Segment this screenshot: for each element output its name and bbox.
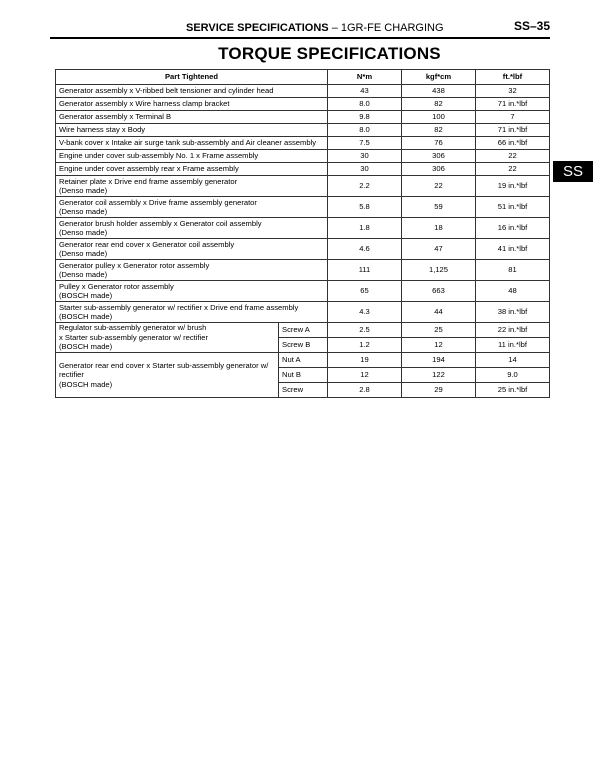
part-text-line: x Starter sub-assembly generator w/ rectifier xyxy=(59,332,208,342)
part-text-line: (Denso made) xyxy=(59,228,108,237)
nm-value: 19 xyxy=(328,353,402,368)
kgf-value: 438 xyxy=(402,85,476,98)
part-cell xyxy=(56,302,328,323)
nm-value: 2.5 xyxy=(328,323,402,338)
part-text-line: Generator assembly x V-ribbed belt tensioner and cylinder head xyxy=(59,86,274,96)
table-row xyxy=(56,239,550,260)
part-text-line: Engine under cover assembly rear x Frame assembly xyxy=(59,164,239,174)
ftlbf-value: 22 xyxy=(476,150,550,163)
table-row xyxy=(56,197,550,218)
part-cell xyxy=(56,137,328,150)
part-text-line: Generator rear end cover x Generator coil assembly xyxy=(59,239,235,249)
nm-value: 5.8 xyxy=(328,197,402,218)
kgf-value: 1,125 xyxy=(402,260,476,281)
part-text-line: rectifier xyxy=(59,370,84,380)
table-row xyxy=(56,85,550,98)
page-number: SS–35 xyxy=(513,19,550,33)
ftlbf-value: 66 in.*lbf xyxy=(476,137,550,150)
fastener-label: Screw B xyxy=(279,338,328,353)
part-cell xyxy=(56,281,328,302)
part-text-line: Pulley x Generator rotor assembly xyxy=(59,281,174,291)
ftlbf-value: 32 xyxy=(476,85,550,98)
kgf-value: 306 xyxy=(402,150,476,163)
table-row xyxy=(56,281,550,302)
nm-value: 43 xyxy=(328,85,402,98)
table-row xyxy=(56,163,550,176)
ftlbf-value: 7 xyxy=(476,111,550,124)
nm-value: 8.0 xyxy=(328,98,402,111)
table-row xyxy=(56,111,550,124)
kgf-value: 76 xyxy=(402,137,476,150)
col-header-part: Part Tightened xyxy=(56,70,328,85)
part-cell xyxy=(56,197,328,218)
part-cell xyxy=(56,124,328,137)
col-header-ft: ft.*lbf xyxy=(476,70,550,85)
part-cell xyxy=(56,239,328,260)
table-row xyxy=(56,323,550,338)
nm-value: 8.0 xyxy=(328,124,402,137)
part-text-line: V-bank cover x Intake air surge tank sub-assembly and Air cleaner assembly xyxy=(59,138,317,148)
part-cell xyxy=(56,323,279,353)
part-text-line: Generator assembly x Terminal B xyxy=(59,112,172,122)
part-cell xyxy=(56,218,328,239)
page-title: TORQUE SPECIFICATIONS xyxy=(218,44,441,63)
part-text-line: (Denso made) xyxy=(59,207,108,216)
kgf-value: 306 xyxy=(402,163,476,176)
nm-value: 111 xyxy=(328,260,402,281)
part-text-line: Generator pulley x Generator rotor assembly xyxy=(59,260,210,270)
part-text-line: (BOSCH made) xyxy=(59,379,113,389)
kgf-value: 22 xyxy=(402,176,476,197)
part-cell xyxy=(56,98,328,111)
ftlbf-value: 19 in.*lbf xyxy=(476,176,550,197)
nm-value: 4.6 xyxy=(328,239,402,260)
part-cell xyxy=(56,111,328,124)
table-header-row xyxy=(56,70,550,85)
ftlbf-value: 71 in.*lbf xyxy=(476,124,550,137)
kgf-value: 44 xyxy=(402,302,476,323)
nm-value: 30 xyxy=(328,163,402,176)
col-header-nm: N*m xyxy=(328,70,402,85)
ftlbf-value: 81 xyxy=(476,260,550,281)
kgf-value: 18 xyxy=(402,218,476,239)
nm-value: 4.3 xyxy=(328,302,402,323)
part-text-line: (Denso made) xyxy=(59,186,108,195)
kgf-value: 12 xyxy=(402,338,476,353)
table-row xyxy=(56,353,550,368)
part-cell xyxy=(56,176,328,197)
part-cell xyxy=(56,150,328,163)
header-section: SERVICE SPECIFICATIONS xyxy=(186,22,329,34)
nm-value: 1.2 xyxy=(328,338,402,353)
table-row xyxy=(56,98,550,111)
part-text-line: Generator brush holder assembly x Generator coil assembly xyxy=(59,218,262,228)
part-text-line: Generator assembly x Wire harness clamp bracket xyxy=(59,99,230,109)
part-text-line: (BOSCH made) xyxy=(59,291,113,300)
part-text-line: Generator coil assembly x Drive frame assembly generator xyxy=(59,197,257,207)
part-cell xyxy=(56,163,328,176)
kgf-value: 29 xyxy=(402,383,476,398)
part-text-line: Regulator sub-assembly generator w/ brush xyxy=(59,323,207,333)
fastener-label: Screw xyxy=(279,383,328,398)
part-text-line: Starter sub-assembly generator w/ rectifier x Drive end frame assembly xyxy=(59,302,299,312)
ftlbf-value: 16 in.*lbf xyxy=(476,218,550,239)
ftlbf-value: 51 in.*lbf xyxy=(476,197,550,218)
part-cell xyxy=(56,353,279,398)
nm-value: 30 xyxy=(328,150,402,163)
table-row xyxy=(56,176,550,197)
table-row xyxy=(56,302,550,323)
kgf-value: 82 xyxy=(402,124,476,137)
header-title xyxy=(186,22,444,34)
nm-value: 9.8 xyxy=(328,111,402,124)
part-text-line: (BOSCH made) xyxy=(59,312,113,321)
fastener-label: Nut A xyxy=(279,353,328,368)
kgf-value: 663 xyxy=(402,281,476,302)
header-separator: – xyxy=(331,22,338,34)
kgf-value: 59 xyxy=(402,197,476,218)
part-text-line: (Denso made) xyxy=(59,249,108,258)
part-cell xyxy=(56,260,328,281)
table-row xyxy=(56,124,550,137)
col-header-kgf: kgf*cm xyxy=(402,70,476,85)
kgf-value: 47 xyxy=(402,239,476,260)
part-text-line: (BOSCH made) xyxy=(59,342,113,352)
nm-value: 2.2 xyxy=(328,176,402,197)
ftlbf-value: 25 in.*lbf xyxy=(476,383,550,398)
nm-value: 2.8 xyxy=(328,383,402,398)
table-row xyxy=(56,137,550,150)
kgf-value: 82 xyxy=(402,98,476,111)
ftlbf-value: 14 xyxy=(476,353,550,368)
section-tab: SS xyxy=(553,161,593,182)
kgf-value: 100 xyxy=(402,111,476,124)
ftlbf-value: 22 in.*lbf xyxy=(476,323,550,338)
ftlbf-value: 9.0 xyxy=(476,368,550,383)
page-header xyxy=(50,18,550,38)
ftlbf-value: 48 xyxy=(476,281,550,302)
part-text-line: Generator rear end cover x Starter sub-assembly generator w/ xyxy=(59,360,269,370)
ftlbf-value: 38 in.*lbf xyxy=(476,302,550,323)
nm-value: 1.8 xyxy=(328,218,402,239)
header-rule xyxy=(50,37,550,39)
nm-value: 65 xyxy=(328,281,402,302)
part-text-line: Wire harness stay x Body xyxy=(59,125,146,135)
part-text-line: (Denso made) xyxy=(59,270,108,279)
fastener-label: Nut B xyxy=(279,368,328,383)
nm-value: 7.5 xyxy=(328,137,402,150)
part-text-line: Retainer plate x Drive end frame assembly generator xyxy=(59,176,238,186)
ftlbf-value: 11 in.*lbf xyxy=(476,338,550,353)
torque-spec-table xyxy=(55,69,550,398)
fastener-label: Screw A xyxy=(279,323,328,338)
ftlbf-value: 41 in.*lbf xyxy=(476,239,550,260)
header-subsection: 1GR-FE CHARGING xyxy=(340,22,444,34)
nm-value: 12 xyxy=(328,368,402,383)
ftlbf-value: 22 xyxy=(476,163,550,176)
table-row xyxy=(56,260,550,281)
table-row xyxy=(56,218,550,239)
part-cell xyxy=(56,85,328,98)
ftlbf-value: 71 in.*lbf xyxy=(476,98,550,111)
kgf-value: 122 xyxy=(402,368,476,383)
kgf-value: 194 xyxy=(402,353,476,368)
kgf-value: 25 xyxy=(402,323,476,338)
table-row xyxy=(56,150,550,163)
part-text-line: Engine under cover sub-assembly No. 1 x Frame assembly xyxy=(59,151,259,161)
